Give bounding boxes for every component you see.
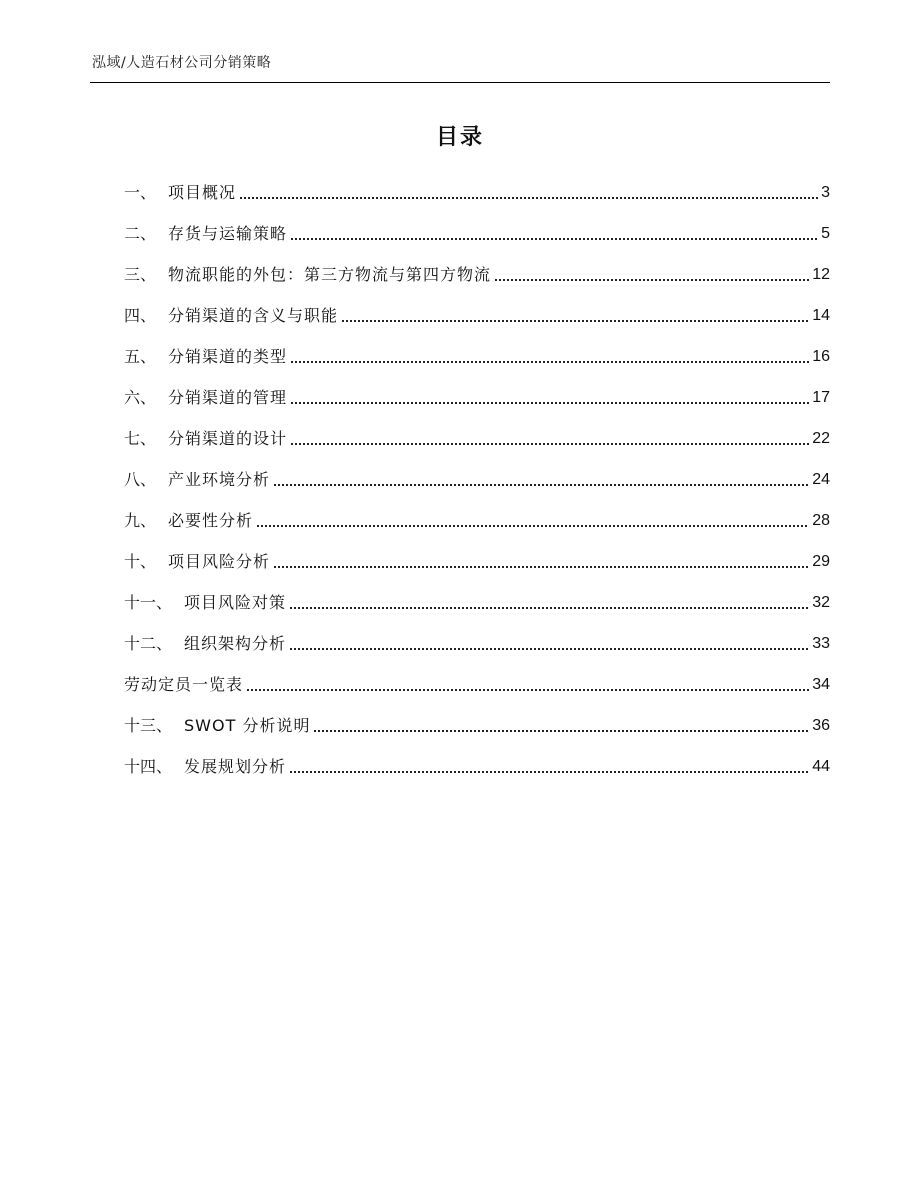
toc-entry-page-number: 32 <box>812 593 830 611</box>
dot-leader <box>313 730 809 732</box>
toc-entry-number: 十三、 <box>124 715 173 735</box>
dot-leader <box>290 238 818 240</box>
toc-entry-title: 物流职能的外包：第三方物流与第四方物流 <box>168 264 492 284</box>
dot-leader <box>239 197 818 199</box>
toc-entry-title: 产业环境分析 <box>168 469 271 489</box>
toc-entry[interactable] <box>124 541 830 582</box>
toc-entry-page-number: 36 <box>812 716 830 734</box>
toc-entry-title: SWOT 分析说明 <box>184 715 311 735</box>
dot-leader <box>290 402 809 404</box>
toc-entry[interactable] <box>124 295 830 336</box>
dot-leader <box>256 525 809 527</box>
toc-entry[interactable] <box>124 582 830 623</box>
toc-entry[interactable] <box>124 705 830 746</box>
dot-leader <box>289 648 809 650</box>
toc-entry[interactable] <box>124 336 830 377</box>
toc-entry-page-number: 24 <box>812 470 830 488</box>
toc-entry-number: 六、 <box>124 387 157 407</box>
toc-entry-page-number: 29 <box>812 552 830 570</box>
toc-entry[interactable] <box>124 213 830 254</box>
toc-entry-number: 十四、 <box>124 756 173 776</box>
header-divider <box>90 82 830 83</box>
toc-entry-title: 存货与运输策略 <box>168 223 288 243</box>
dot-leader <box>289 607 809 609</box>
toc-entry[interactable] <box>124 254 830 295</box>
dot-leader <box>289 771 809 773</box>
toc-entry-title: 必要性分析 <box>168 510 254 530</box>
toc-entry[interactable] <box>124 623 830 664</box>
toc-entry-number: 八、 <box>124 469 157 489</box>
toc-entry-page-number: 12 <box>812 265 830 283</box>
toc-entry-title: 发展规划分析 <box>184 756 287 776</box>
toc-entry-page-number: 14 <box>812 306 830 324</box>
running-header: 泓域/人造石材公司分销策略 <box>92 55 272 71</box>
toc-entry-number: 四、 <box>124 305 157 325</box>
toc-entry-number: 十一、 <box>124 592 173 612</box>
toc-entry-number: 二、 <box>124 223 157 243</box>
toc-entry[interactable] <box>124 418 830 459</box>
toc-entry-title: 项目概况 <box>168 182 237 202</box>
dot-leader <box>246 689 809 691</box>
toc-entry-number: 五、 <box>124 346 157 366</box>
toc-entry-number: 三、 <box>124 264 157 284</box>
toc-entry[interactable] <box>124 664 830 705</box>
toc-entry-page-number: 33 <box>812 634 830 652</box>
toc-entry-page-number: 34 <box>812 675 830 693</box>
toc-entry-number: 九、 <box>124 510 157 530</box>
dot-leader <box>273 566 809 568</box>
toc-entry[interactable] <box>124 459 830 500</box>
toc-entry-number: 十、 <box>124 551 157 571</box>
toc-entry[interactable] <box>124 500 830 541</box>
toc-entry[interactable] <box>124 377 830 418</box>
toc-entry-page-number: 44 <box>812 757 830 775</box>
toc-entry-number: 一、 <box>124 182 157 202</box>
toc-entry-title: 分销渠道的类型 <box>168 346 288 366</box>
toc-entry-title: 组织架构分析 <box>184 633 287 653</box>
toc-entry-page-number: 16 <box>812 347 830 365</box>
toc-entry-title: 分销渠道的含义与职能 <box>168 305 339 325</box>
dot-leader <box>494 279 809 281</box>
toc-entry-title: 项目风险分析 <box>168 551 271 571</box>
toc-entry-title: 分销渠道的管理 <box>168 387 288 407</box>
toc-entry-page-number: 28 <box>812 511 830 529</box>
toc-title: 目录 <box>435 125 484 150</box>
toc-entry-title: 项目风险对策 <box>184 592 287 612</box>
dot-leader <box>290 361 809 363</box>
toc-entry-number: 七、 <box>124 428 157 448</box>
toc-entry-page-number: 17 <box>812 388 830 406</box>
toc-entry-title: 劳动定员一览表 <box>124 674 244 694</box>
toc-entry[interactable] <box>124 746 830 787</box>
dot-leader <box>273 484 809 486</box>
toc-entry-number: 十二、 <box>124 633 173 653</box>
dot-leader <box>290 443 809 445</box>
toc-entry-page-number: 3 <box>821 183 830 201</box>
toc-entry[interactable] <box>124 172 830 213</box>
toc-entry-page-number: 5 <box>821 224 830 242</box>
toc-entry-title: 分销渠道的设计 <box>168 428 288 448</box>
toc-entry-page-number: 22 <box>812 429 830 447</box>
table-of-contents <box>124 172 830 787</box>
dot-leader <box>341 320 809 322</box>
